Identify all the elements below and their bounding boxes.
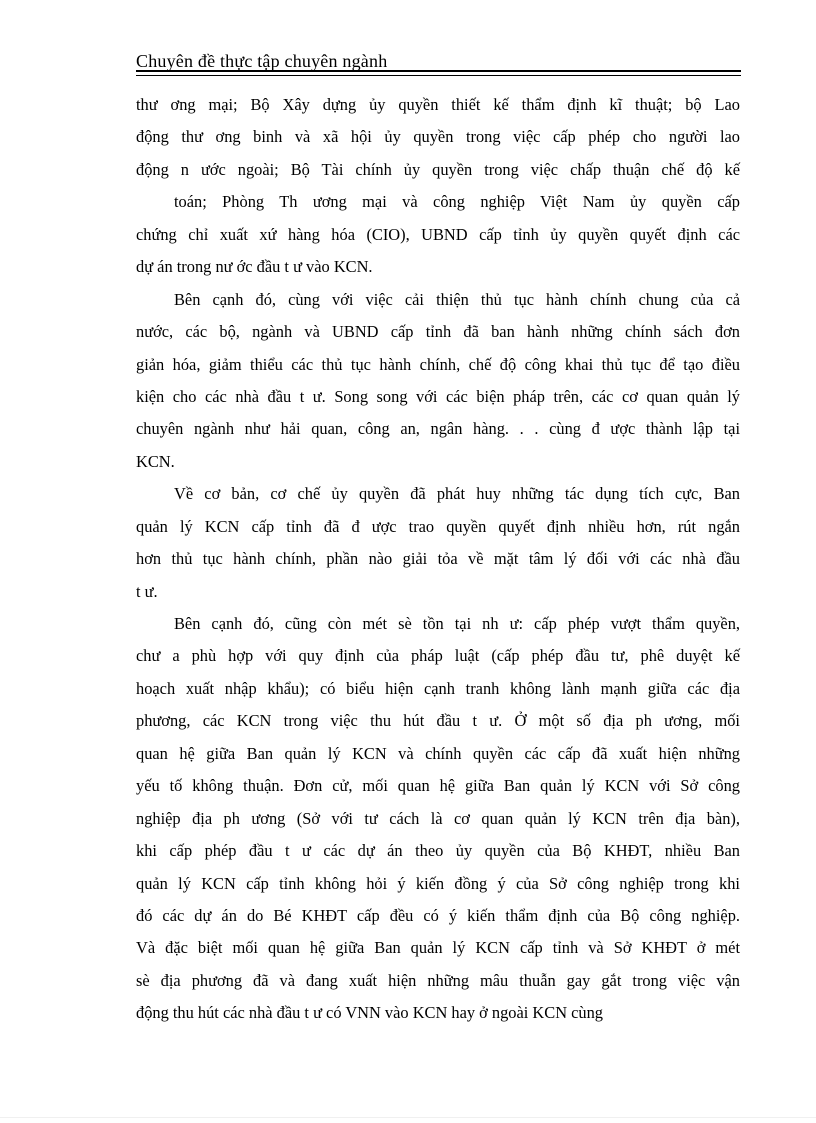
header-title: Chuyên đề thực tập chuyên ngành (136, 51, 388, 71)
text-line: toán; Phòng Th ương mại và công nghiệp Việt Nam ủy quyền cấp (174, 192, 740, 212)
text-line: chuyên ngành như hải quan, công an, ngân hàng. . . cùng đ ược thành lập tại (136, 419, 740, 439)
text-line: nước, các bộ, ngành và UBND cấp tỉnh đã ban hành những chính sách đơn (136, 322, 740, 342)
text-line: động n ước ngoài; Bộ Tài chính ủy quyền trong việc chấp thuận chế độ kế (136, 159, 740, 179)
text-line: KCN. (136, 451, 175, 471)
text-line: đó các dự án do Bé KHĐT cấp đều có ý kiến thẩm định của Bộ công nghiệp. (136, 905, 740, 925)
text-line: động thu hút các nhà đầu t ư có VNN vào KCN hay ở ngoài KCN cùng (136, 1003, 603, 1023)
paragraph-first-line: Bên cạnh đó, cũng còn mét sè tồn tại nh ư: cấp phép vượt thẩm quyền, (174, 614, 740, 633)
text-line: hoạch xuất nhập khẩu); có biểu hiện cạnh tranh không lành mạnh giữa các địa (136, 678, 740, 698)
text-line: t ư. (136, 581, 158, 601)
text-line: hơn thủ tục hành chính, phần nào giải tỏa về mặt tâm lý đối với các nhà đầu (136, 549, 740, 569)
text-line: yếu tố không thuận. Đơn cử, mối quan hệ giữa Ban quản lý KCN với Sở công (136, 776, 740, 796)
page-header (136, 50, 741, 72)
text-line: sè địa phương đã và đang xuất hiện những mâu thuẫn gay gắt trong việc vận (136, 970, 740, 990)
text-line: quản lý KCN cấp tỉnh không hỏi ý kiến đồng ý của Sở công nghiệp trong khi (136, 873, 740, 893)
text-line: dự án trong nư ớc đầu t ư vào KCN. (136, 257, 373, 277)
text-line: phương, các KCN trong việc thu hút đầu t ư. Ở một số địa ph ương, mối (136, 711, 740, 731)
text-line: quản lý KCN cấp tỉnh đã đ ược trao quyền quyết định nhiều hơn, rút ngắn (136, 516, 740, 536)
document-body (136, 89, 740, 1030)
text-line: động thư ơng binh và xã hội ủy quyền trong việc cấp phép cho người lao (136, 127, 740, 147)
text-line: kiện cho các nhà đầu t ư. Song song với các biện pháp trên, các cơ quan quản lý (136, 386, 740, 406)
page-bottom-edge (0, 1117, 816, 1118)
text-line: chư a phù hợp với quy định của pháp luật (cấp phép đầu tư, phê duyệt kế (136, 646, 740, 666)
text-line: thư ơng mại; Bộ Xây dựng ủy quyền thiết kế thẩm định kĩ thuật; bộ Lao (136, 95, 740, 114)
text-line: chứng chỉ xuất xứ hàng hóa (CIO), UBND cấp tỉnh ủy quyền quyết định các (136, 224, 740, 244)
paragraph-first-line: Về cơ bản, cơ chế ủy quyền đã phát huy những tác dụng tích cực, Ban (174, 484, 740, 504)
paragraph-first-line: Bên cạnh đó, cùng với việc cải thiện thủ tục hành chính chung của cả (174, 289, 740, 309)
text-line: quan hệ giữa Ban quản lý KCN và chính quyền các cấp đã xuất hiện những (136, 743, 740, 763)
header-rule-thin (136, 75, 741, 76)
header-rule-thick (136, 70, 741, 72)
text-line: Và đặc biệt mối quan hệ giữa Ban quản lý KCN cấp tỉnh và Sở KHĐT ở mét (136, 938, 740, 958)
text-line: giản hóa, giảm thiểu các thủ tục hành chính, chế độ công khai thủ tục để tạo điều (136, 354, 740, 374)
text-line: khi cấp phép đầu t ư các dự án theo ủy quyền của Bộ KHĐT, nhiều Ban (136, 841, 740, 861)
text-line: nghiệp địa ph ương (Sở với tư cách là cơ quan quản lý KCN trên địa bàn), (136, 808, 740, 828)
